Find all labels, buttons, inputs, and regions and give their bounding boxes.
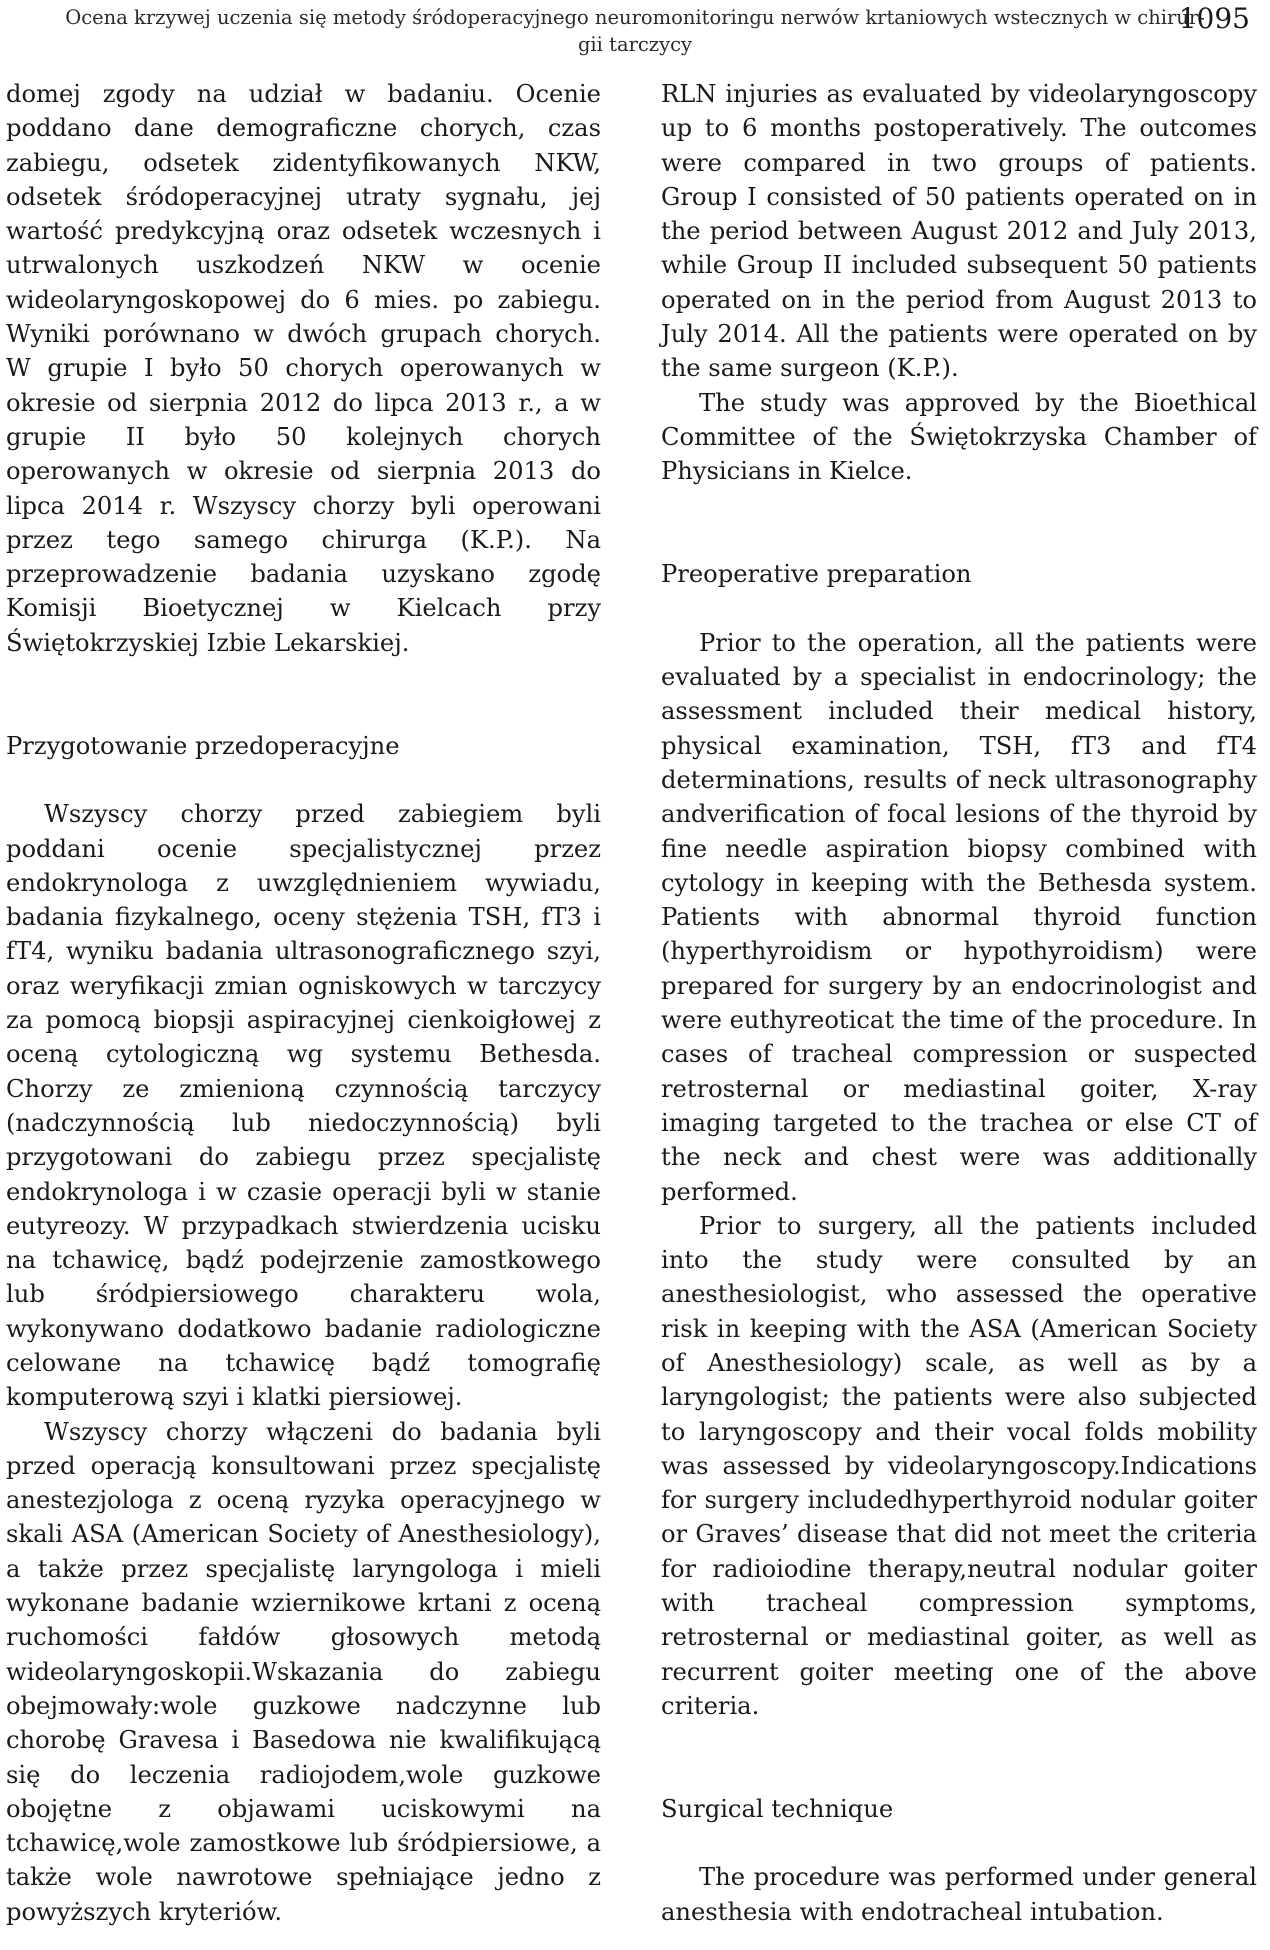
section-heading-preoperative: Przygotowanie przedoperacyjne — [6, 731, 400, 760]
left-column — [6, 77, 601, 1929]
paragraph-preoperative-consult: Wszyscy chorzy włączeni do badania byli przed operacją konsultowani przez specjalistę anestezjologa z oceną ryzyka operacyjnego w skali ASA (American Society of Anesthesiology), a także przez specjalistę laryngologa i mieli wykonane badanie wziernikowe krtani z oceną ruchomości fałdów głosowych metodą wideolaryngoskopii.Wskazania do zabiegu obejmowały:wole guzkowe nadczynne lub chorobę Gravesa i Basedowa nie kwalifikującą się do leczenia radiojodem,wole guzkowe obojętne z objawami uciskowymi na tchawicę,wole zamostkowe lub śródpiersiowe, a także wole nawrotowe spełniające jedno z powyższych kryteriów. — [6, 1417, 601, 1926]
header-title-line-2: gii tarczycy — [577, 33, 693, 56]
page-number: 1095 — [1178, 2, 1250, 35]
paragraph-preoperative-consult-en: Prior to surgery, all the patients included into the study were consulted by an anesthesiologist, who assessed the operative risk in keeping with the ASA (American Society of Anesthesiology) scale, as well as by a laryngologist; the patients were also subjected to laryngoscopy and their vocal folds mobility was assessed by videolaryngoscopy.Indications for surgery includedhyperthyroid nodular goiter or Graves’ disease that did not meet the criteria for radioiodine therapy,neutral nodular goiter with tracheal compression symptoms, retrosternal or mediastinal goiter, as well as recurrent goiter meeting one of the above criteria. — [661, 1211, 1257, 1720]
section-heading-preoperative-en: Preoperative preparation — [661, 560, 972, 589]
section-heading-surgical-technique: Surgical technique — [661, 1794, 894, 1823]
paragraph-groups: RLN injuries as evaluated by videolaryngoscopy up to 6 months postoperatively. The outcomes were compared in two groups of patients. Group I consisted of 50 patients operated on in the period between August 2012 and July 2013, while Group II included subsequent 50 patients operated on in the period from August 2013 to July 2014. All the patients were operated on by the same surgeon (K.P.). — [661, 80, 1257, 383]
paragraph-preoperative-endocrine: Wszyscy chorzy przed zabiegiem byli poddani ocenie specjalistycznej przez endokrynologa z uwzględnieniem wywiadu, badania fizykalnego, oceny stężenia TSH, fT3 i fT4, wyniku badania ultrasonograficznego szyi, oraz weryfikacji zmian ogniskowych w tarczycy za pomocą biopsji aspiracyjnej cienkoigłowej z oceną cytologiczną wg systemu Bethesda. Chorzy ze zmienioną czynnością tarczycy (nadczynnością lub niedoczynnością) byli przygotowani do zabiegu przez specjalistę endokrynologa i w czasie operacji byli w stanie eutyreozy. W przypadkach stwierdzenia ucisku na tchawicę, bądź podejrzenie zamostkowego lub śródpiersiowego charakteru wola, wykonywano dodatkowo badanie radiologiczne celowane na tchawicę bądź tomografię komputerową szyi i klatki piersiowej. — [6, 800, 601, 1412]
paragraph-ethics: The study was approved by the Bioethical Committee of the Świętokrzyska Chamber of Physicians in Kielce. — [661, 388, 1257, 486]
paragraph-surgical-technique: The procedure was performed under general anesthesia with endotracheal intubation. — [661, 1863, 1257, 1926]
right-column — [661, 77, 1257, 1929]
paragraph-preoperative-endocrine-en: Prior to the operation, all the patients were evaluated by a specialist in endocrinology; the assessment included their medical history, physical examination, TSH, fT3 and fT4 determinations, results of neck ultrasonography andverification of focal lesions of the thyroid by fine needle aspiration biopsy combined with cytology in keeping with the Bethesda system. Patients with abnormal thyroid function (hyperthyroidism or hypothyroidism) were prepared for surgery by an endocrinologist and were euthyreoticat the time of the procedure. In cases of tracheal compression or suspected retrosternal or mediastinal goiter, X-ray imaging targeted to the trachea or else CT of the neck and chest were was additionally performed. — [661, 628, 1257, 1206]
paragraph-consent-continued: domej zgody na udział w badaniu. Ocenie poddano dane demograficzne chorych, czas zabiegu, odsetek zidentyfikowanych NKW, odsetek śródoperacyjnej utraty sygnału, jej wartość predykcyjną oraz odsetek wczesnych i utrwalonych uszkodzeń NKW w ocenie wideolaryngoskopowej do 6 mies. po zabiegu. Wyniki porównano w dwóch grupach chorych. W grupie I było 50 chorych operowanych w okresie od sierpnia 2012 do lipca 2013 r., a w grupie II było 50 kolejnych chorych operowanych w okresie od sierpnia 2013 do lipca 2014 r. Wszyscy chorzy byli operowani przez tego samego chirurga (K.P.). Na przeprowadzenie badania uzyskano zgodę Komisji Bioetycznej w Kielcach przy Świętokrzyskiej Izbie Lekarskiej. — [6, 80, 601, 657]
header-title-line-1: Ocena krzywej uczenia się metody śródoperacyjnego neuromonitoringu nerwów krtaniowych wstecznych w chirur- — [65, 6, 1205, 29]
running-header — [0, 4, 1270, 58]
